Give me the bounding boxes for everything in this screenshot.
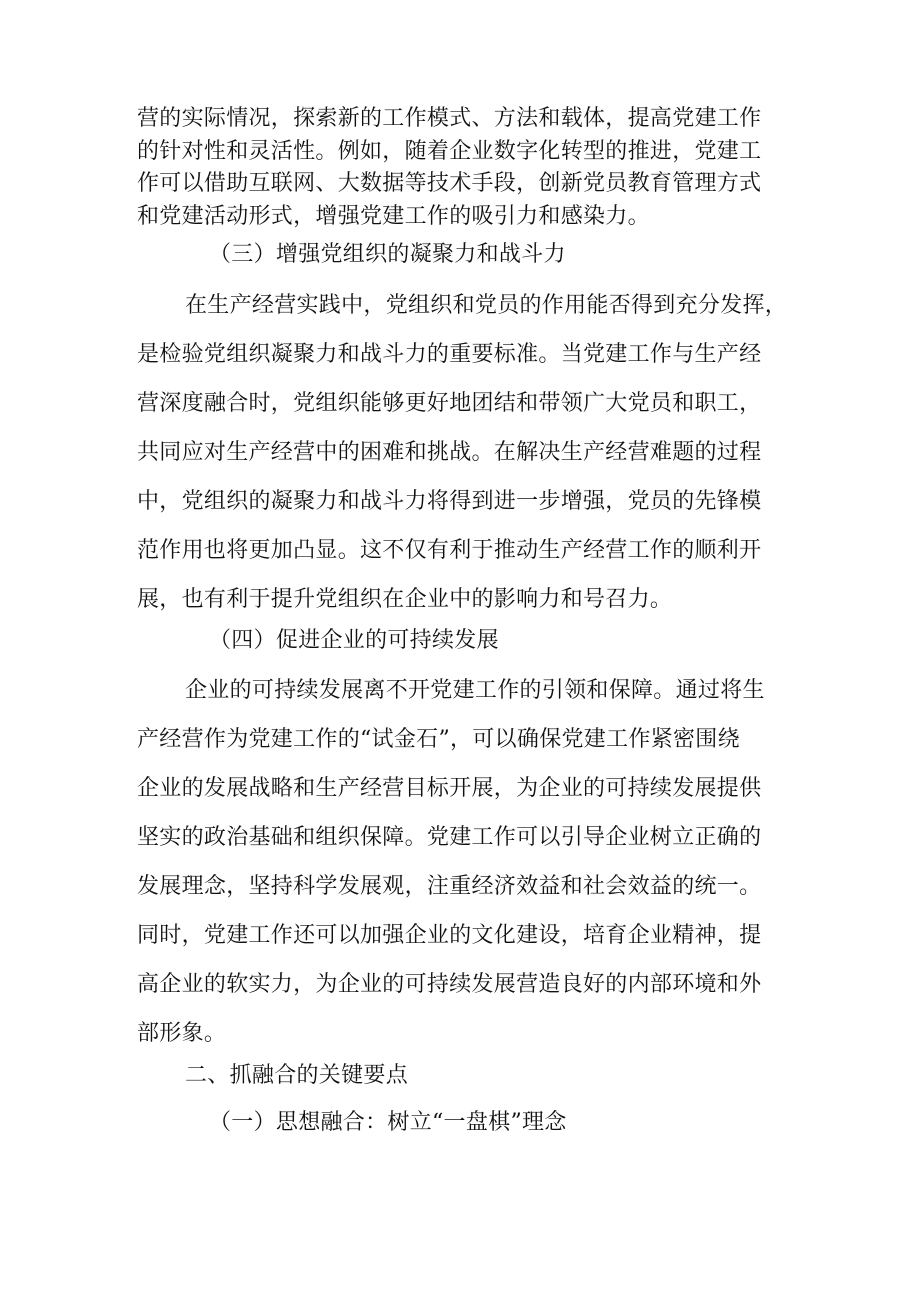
section-heading-text: （三）增强党组织的凝聚力和战斗力: [209, 242, 566, 267]
part-heading-text: 二、抓融合的关键要点: [185, 1063, 409, 1088]
section-3-paragraph: [137, 281, 787, 624]
paragraph-line: 展，也有利于提升党组织在企业中的影响力和号召力。: [137, 587, 673, 612]
paragraph-line: 范作用也将更加凸显。这不仅有利于推动生产经营工作的顺利开: [137, 538, 762, 563]
paragraph-line: 坚实的政治基础和组织保障。党建工作可以引导企业树立正确的: [137, 825, 762, 850]
paragraph-line: 在生产经营实践中，党组织和党员的作用能否得到充分发挥，: [185, 293, 788, 318]
section-heading-3: [137, 239, 787, 271]
paragraph-line: 企业的可持续发展离不开党建工作的引领和保障。通过将生: [185, 678, 765, 703]
paragraph-line: 和党建活动形式，增强党建工作的吸引力和感染力。: [137, 203, 650, 229]
subsection-heading-1: [137, 1106, 787, 1140]
section-heading-4: [137, 624, 787, 658]
paragraph-line: 是检验党组织凝聚力和战斗力的重要标准。当党建工作与生产经: [137, 342, 762, 367]
paragraph-line: 发展理念，坚持科学发展观，注重经济效益和社会效益的统一。: [137, 874, 762, 899]
paragraph-line: 部形象。: [137, 1021, 227, 1046]
paragraph-line: 营的实际情况，探索新的工作模式、方法和载体，提高党建工作: [137, 106, 762, 131]
part-heading-2: [137, 1059, 787, 1093]
paragraph-line: 营深度融合时，党组织能够更好地团结和带领广大党员和职工，: [137, 391, 762, 416]
paragraph-line: 企业的发展战略和生产经营目标开展，为企业的可持续发展提供: [137, 776, 762, 801]
paragraph-line: 产经营作为党建工作的“试金石”，可以确保党建工作紧密围绕: [137, 727, 740, 752]
section-4-paragraph: [137, 666, 787, 1058]
paragraph-line: 共同应对生产经营中的困难和挑战。在解决生产经营难题的过程: [137, 440, 762, 465]
intro-paragraph: [137, 103, 787, 233]
paragraph-line: 高企业的软实力，为企业的可持续发展营造良好的内部环境和外: [137, 972, 762, 997]
section-heading-text: （四）促进企业的可持续发展: [209, 628, 499, 653]
subsection-heading-text: （一）思想融合：树立“一盘棋”理念: [209, 1110, 567, 1135]
paragraph-line: 作可以借助互联网、大数据等技术手段，创新党员教育管理方式: [137, 171, 762, 196]
paragraph-line: 同时，党建工作还可以加强企业的文化建设，培育企业精神，提: [137, 923, 762, 948]
paragraph-line: 中，党组织的凝聚力和战斗力将得到进一步增强，党员的先锋模: [137, 489, 762, 514]
paragraph-line: 的针对性和灵活性。例如，随着企业数字化转型的推进，党建工: [137, 138, 762, 164]
